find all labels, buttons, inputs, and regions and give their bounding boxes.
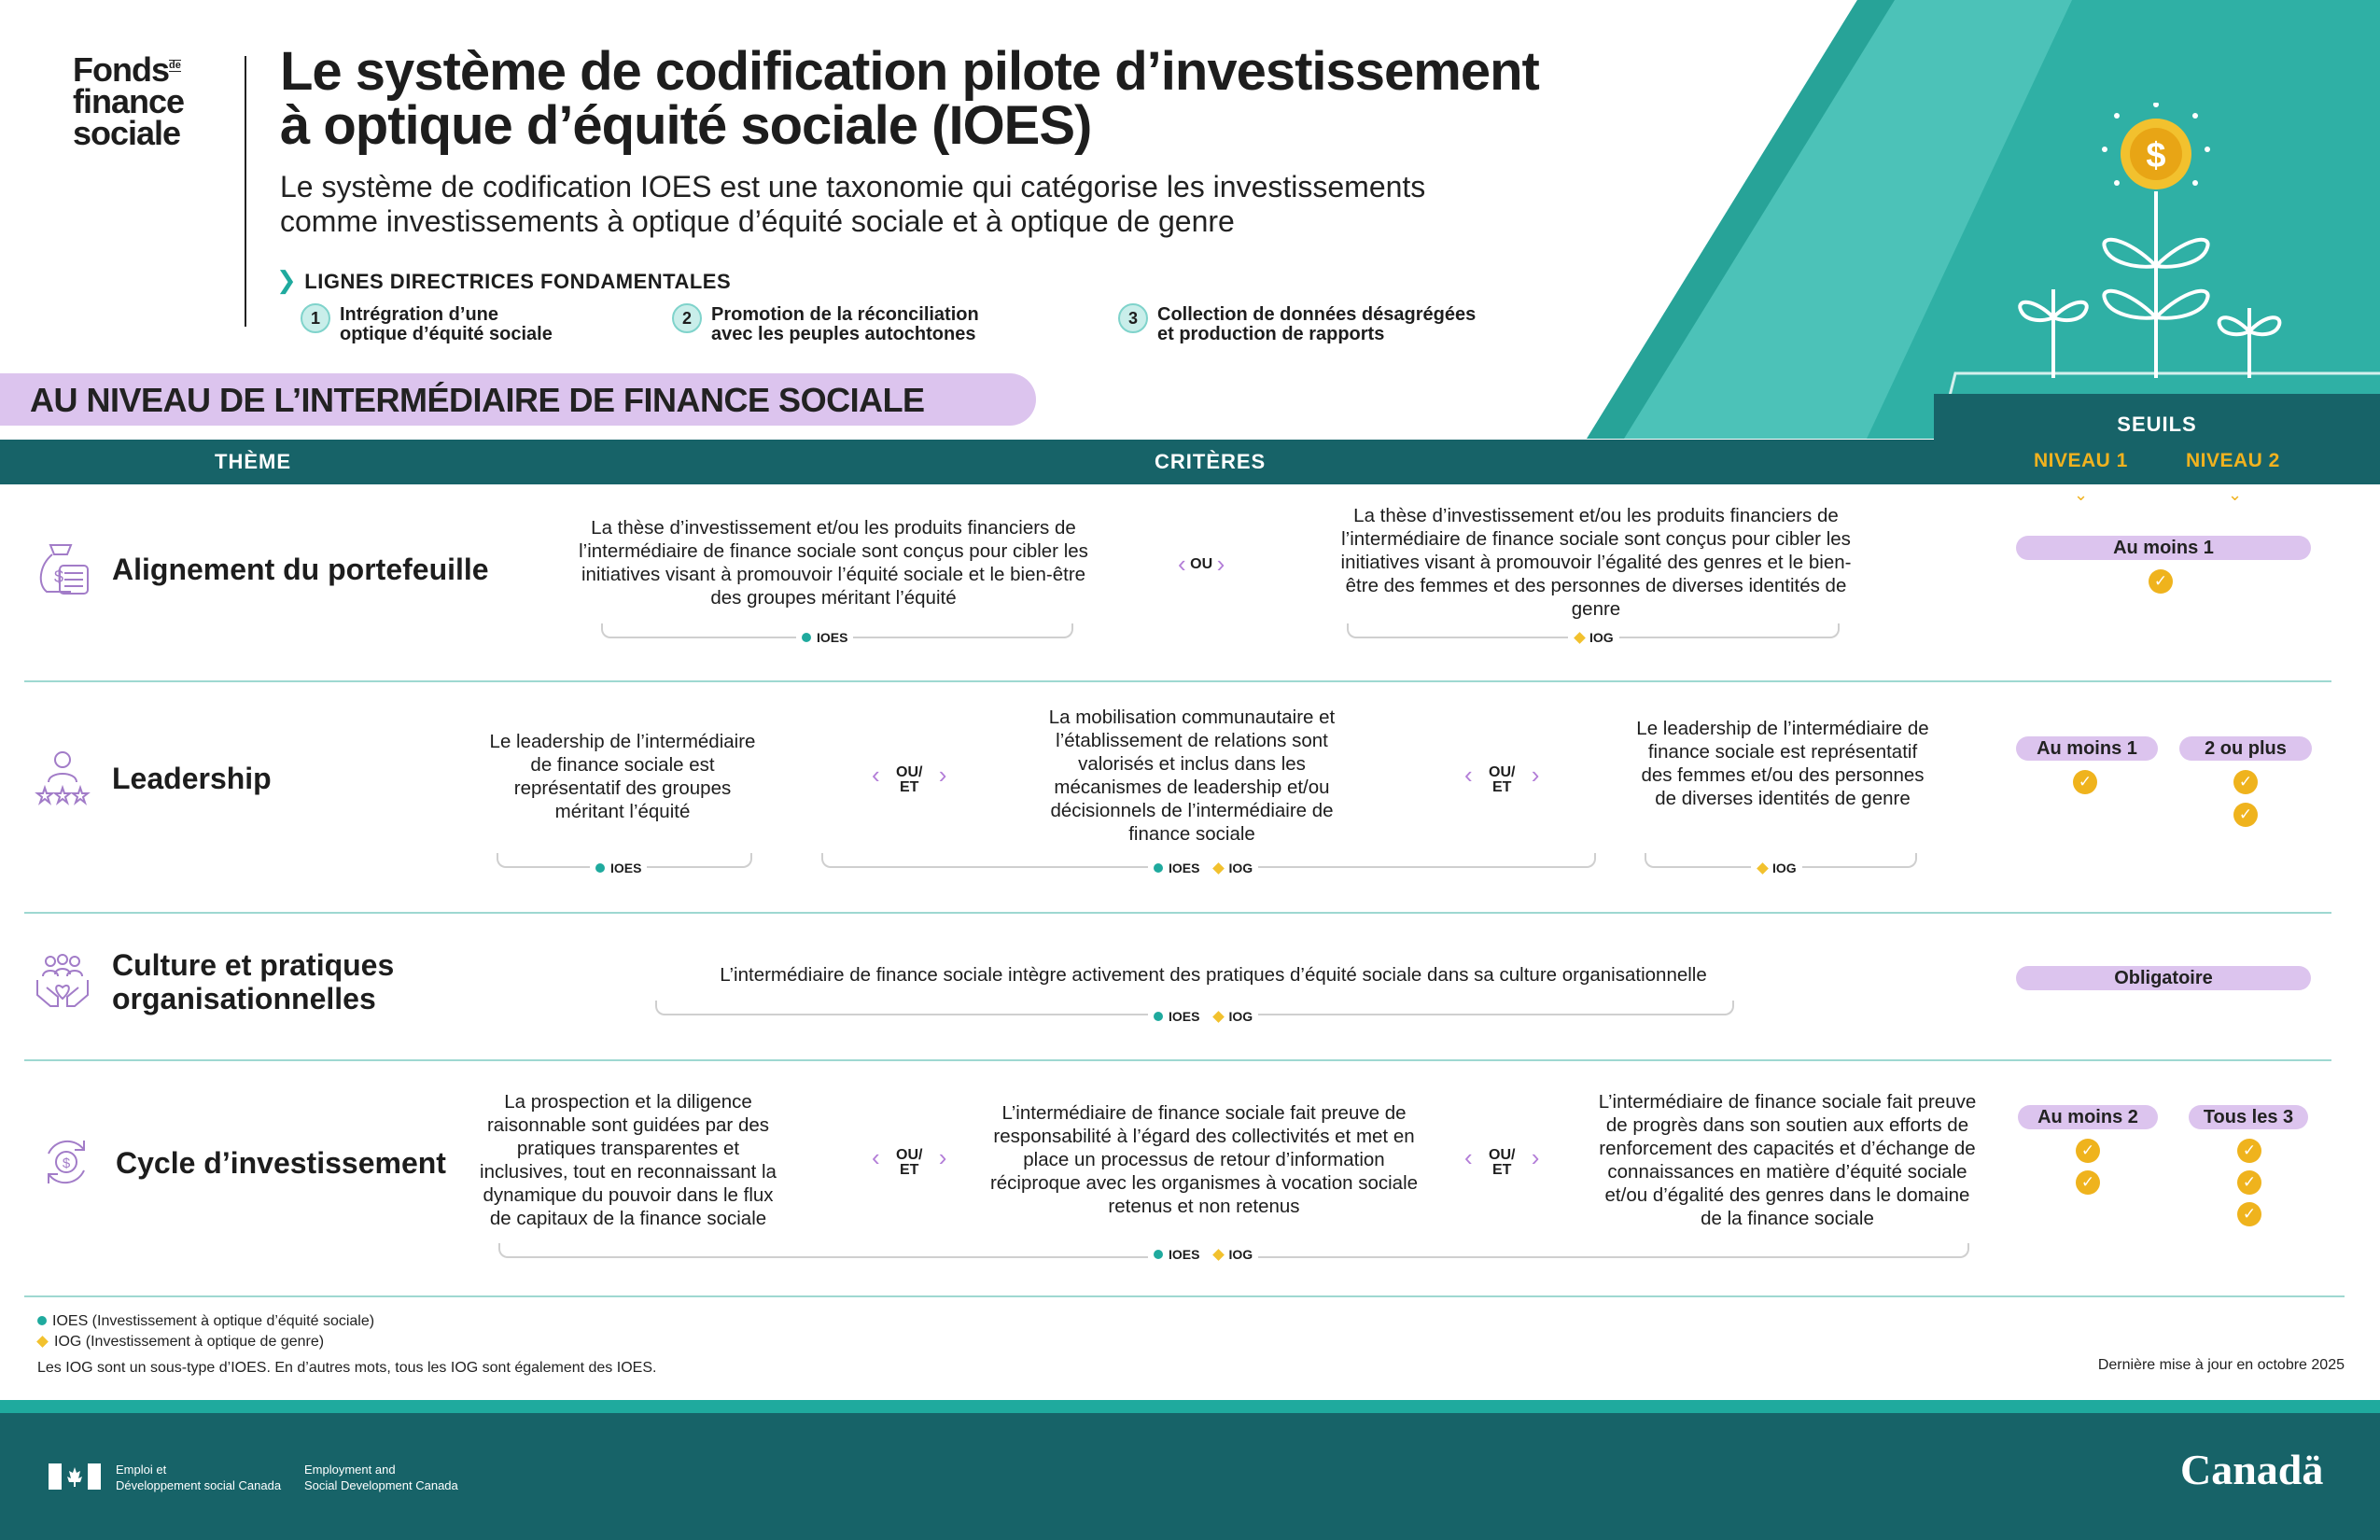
ioes-dot-icon xyxy=(595,863,605,873)
chevron-right-icon: ❯ xyxy=(276,266,298,294)
check-icon: ✓ xyxy=(2233,803,2258,827)
iog-diamond-icon xyxy=(36,1336,49,1348)
criterion-text: La mobilisation communautaire et l’établissement de relations sont valorisés et inclus dans les mécanismes de leadership et/ou décisionnels de l’intermédiaire de finance sociale xyxy=(1048,707,1336,845)
level-title: AU NIVEAU DE L’INTERMÉDIAIRE DE FINANCE SOCIALE xyxy=(0,373,1036,426)
svg-text:$: $ xyxy=(2146,136,2166,175)
criterion-text: Le leadership de l’intermédiaire de finance sociale est représentatif des groupes méritant l’équité xyxy=(489,731,756,822)
money-plant-icon xyxy=(2016,103,2315,383)
page-subtitle: Le système de codification IOES est une taxonomie qui catégorise les investissements comme investissements à optique d’équité sociale et à optique de genre xyxy=(280,170,1426,238)
check-icon: ✓ xyxy=(2076,1139,2100,1163)
thresholds-header: SEUILS xyxy=(1934,394,2380,484)
threshold-pill: 2 ou plus xyxy=(2179,736,2312,761)
header-divider xyxy=(245,56,246,327)
or-and-connector: ‹ OU/ ET › xyxy=(872,761,947,795)
threshold-pill: Au moins 2 xyxy=(2018,1105,2158,1129)
ioes-dot-icon xyxy=(37,1316,47,1325)
row-divider xyxy=(24,912,2331,914)
criterion-text: L’intermédiaire de finance sociale fait preuve de progrès dans son soutien aux efforts de renforcement des capacités et d’échange de connaissances en matière d’équité sociale et/ou d’égalité des genres dans le domaine de la finance sociale xyxy=(1598,1091,1977,1229)
department-name-fr: Emploi et Développement social Canada xyxy=(116,1463,282,1492)
department-name-en: Employment and Social Development Canada xyxy=(304,1463,458,1492)
check-icon: ✓ xyxy=(2233,770,2258,794)
criterion-tags: IOG xyxy=(1568,630,1619,645)
criterion-text: La thèse d’investissement et/ou les produits financiers de l’intermédiaire de finance sociale sont conçus pour cibler les initiatives visant à promouvoir l’équité sociale et le bien-être des groupes méritant l’équité xyxy=(579,517,1088,609)
canada-flag-icon xyxy=(49,1463,101,1490)
threshold-pill: Au moins 1 xyxy=(2016,536,2311,560)
iog-diamond-icon xyxy=(1757,862,1769,875)
check-icon: ✓ xyxy=(2237,1170,2261,1195)
criterion-tags: IOG xyxy=(1751,861,1802,875)
guideline-item: 2 Promotion de la réconciliation avec les peuples autochtones xyxy=(672,303,1064,350)
criterion-tags: IOES IOG xyxy=(1148,1009,1258,1024)
check-icon: ✓ xyxy=(2076,1170,2100,1195)
level1-header: NIVEAU 1 xyxy=(2034,450,2128,471)
or-and-connector: ‹ OU/ ET › xyxy=(1464,1143,1540,1178)
criterion-tags: IOES IOG xyxy=(1148,861,1258,875)
canada-wordmark: Canadä xyxy=(2180,1446,2324,1493)
footer-band xyxy=(0,1400,2380,1413)
ioes-dot-icon xyxy=(1154,1250,1163,1259)
theme-leadership: Leadership xyxy=(112,762,272,795)
row-divider xyxy=(24,1295,2345,1297)
criterion-text: L’intermédiaire de finance sociale intègre activement des pratiques d’équité sociale dans sa culture organisationnelle xyxy=(720,964,1707,986)
criterion-tags: IOES xyxy=(796,630,853,645)
chevron-down-icon: ⌄ xyxy=(2228,485,2243,504)
fonds-finance-sociale-logo: Fondsde finance sociale xyxy=(73,50,185,152)
level2-header: NIVEAU 2 xyxy=(2186,450,2280,471)
leader-stars-icon xyxy=(34,749,91,806)
criterion-tags: IOES xyxy=(590,861,647,875)
criterion-text: L’intermédiaire de finance sociale fait preuve de responsabilité à l’égard des collectivités et met en place un processus de retour d’information réciproque avec les organismes à vocation sociale retenus et non retenus xyxy=(989,1102,1419,1217)
iog-diamond-icon xyxy=(1213,1011,1225,1023)
ioes-dot-icon xyxy=(802,633,811,642)
check-icon: ✓ xyxy=(2073,770,2097,794)
guidelines-heading: ❯ LIGNES DIRECTRICES FONDAMENTALES xyxy=(276,266,732,294)
threshold-pill: Tous les 3 xyxy=(2189,1105,2308,1129)
chevron-down-icon: ⌄ xyxy=(2074,485,2089,504)
check-icon: ✓ xyxy=(2237,1139,2261,1163)
criterion-text: La thèse d’investissement et/ou les produits financiers de l’intermédiaire de finance sociale sont conçus pour cibler les initiatives visant à promouvoir l’égalité des genres et le bien-être des femmes et des personnes de diverses identités de genre xyxy=(1340,505,1852,620)
legend-note: Les IOG sont un sous-type d’IOES. En d’autres mots, tous les IOG sont également des IOES. xyxy=(37,1360,657,1376)
svg-text:$: $ xyxy=(62,1155,71,1171)
ioes-dot-icon xyxy=(1154,863,1163,873)
svg-text:$: $ xyxy=(54,567,64,586)
row-divider xyxy=(24,1059,2331,1061)
legend: IOES (Investissement à optique d’équité sociale) IOG (Investissement à optique de genre) Les IOG sont un sous-type d’IOES. En d’autres mots, tous les IOG sont également des IOES. xyxy=(37,1311,1157,1379)
guideline-item: 3 Collection de données désagrégées et production de rapports xyxy=(1118,303,1547,350)
threshold-pill: Obligatoire xyxy=(2016,966,2311,990)
iog-diamond-icon xyxy=(1213,1249,1225,1261)
theme-column-header: THÈME xyxy=(215,450,291,473)
or-and-connector: ‹ OU/ ET › xyxy=(1464,761,1540,795)
ioes-dot-icon xyxy=(1154,1012,1163,1021)
guideline-item: 1 Intrégration d’une optique d’équité sociale xyxy=(301,303,655,350)
criteria-column-header: CRITÈRES xyxy=(1155,450,1267,473)
iog-diamond-icon xyxy=(1574,632,1586,644)
criterion-text: La prospection et la diligence raisonnable sont guidées par des pratiques transparentes et inclusives, tout en reconnaissant la dynamique du pouvoir dans le flux de capitaux de la finance sociale xyxy=(480,1091,777,1229)
check-icon: ✓ xyxy=(2149,569,2173,594)
page-title: Le système de codification pilote d’investissement à optique d’équité sociale (IOES) xyxy=(280,41,1539,156)
iog-diamond-icon xyxy=(1213,862,1225,875)
row-divider xyxy=(24,680,2331,682)
criterion-tags: IOES IOG xyxy=(1148,1247,1258,1262)
cycle-dollar-icon xyxy=(39,1135,93,1189)
threshold-pill: Au moins 1 xyxy=(2016,736,2158,761)
or-connector: ‹ OU › xyxy=(1178,550,1225,578)
people-hands-icon xyxy=(34,952,91,1010)
last-updated: Dernière mise à jour en octobre 2025 xyxy=(2097,1357,2345,1373)
or-and-connector: ‹ OU/ ET › xyxy=(872,1143,947,1178)
criterion-text: Le leadership de l’intermédiaire de finance sociale est représentatif des femmes et/ou des personnes de diverses identités de genre xyxy=(1636,718,1929,809)
theme-portfolio: Alignement du portefeuille xyxy=(112,553,489,586)
money-bag-icon xyxy=(34,541,91,599)
check-icon: ✓ xyxy=(2237,1202,2261,1226)
theme-culture: Culture et pratiques organisationnelles xyxy=(112,948,395,1015)
theme-investment-cycle: Cycle d’investissement xyxy=(116,1146,446,1180)
